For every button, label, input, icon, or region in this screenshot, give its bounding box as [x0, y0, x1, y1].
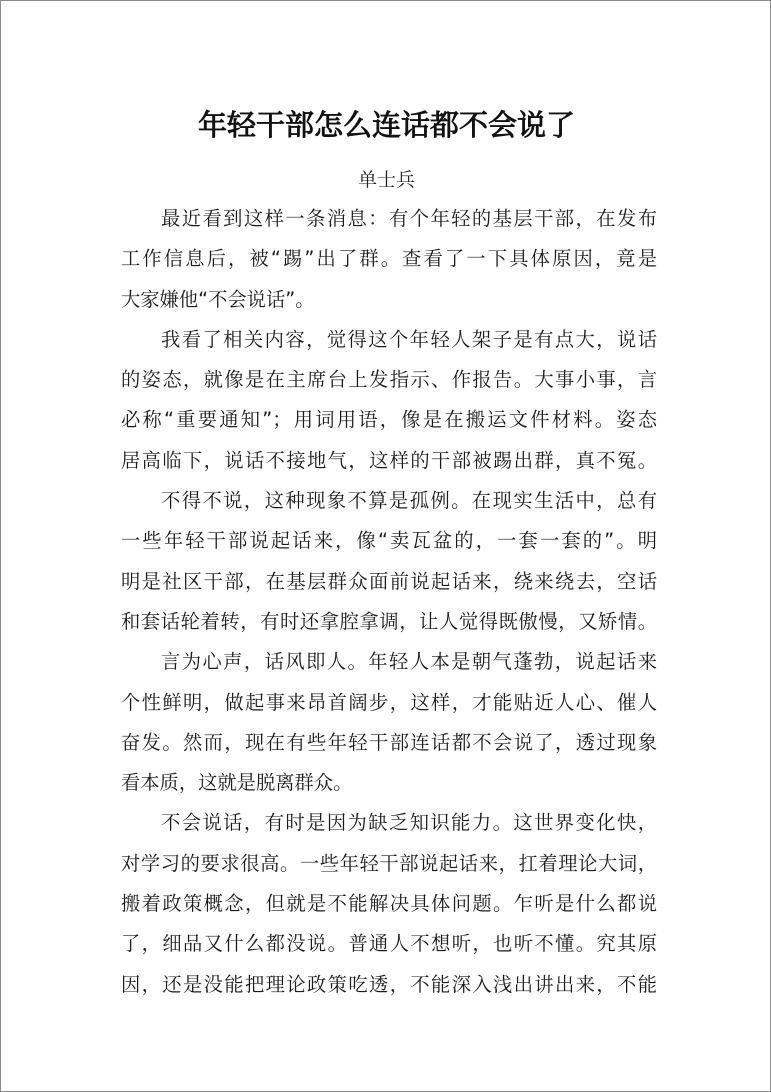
paragraph-2-line-4: 居高临下，说话不接地气，这样的干部被踢出群，真不冤。	[121, 448, 657, 472]
paragraph-3-line-1: 不得不说，这种现象不算是孤例。在现实生活中，总有	[161, 489, 657, 513]
paragraph-5-line-3: 搬着政策概念，但就是不能解决具体问题。乍听是什么都说	[121, 892, 657, 916]
paragraph-5-line-4: 了，细品又什么都没说。普通人不想听，也听不懂。究其原	[121, 932, 657, 956]
paragraph-3-line-3: 明是社区干部，在基层群众面前说起话来，绕来绕去，空话	[121, 569, 657, 593]
author-name: 单士兵	[357, 169, 415, 191]
paragraph-1-line-2: 工作信息后，被“踢”出了群。查看了一下具体原因，竟是	[121, 247, 657, 271]
paragraph-2-line-1: 我看了相关内容，觉得这个年轻人架子是有点大，说话	[161, 327, 657, 351]
document-title: 年轻干部怎么连话都不会说了	[197, 108, 575, 142]
article-body	[121, 199, 657, 1005]
paragraph-1-line-3: 大家嫌他“不会说话”。	[121, 287, 315, 311]
paragraph-2-line-2: 的姿态，就像是在主席台上发指示、作报告。大事小事，言	[121, 368, 657, 392]
paragraph-5-line-1: 不会说话，有时是因为缺乏知识能力。这世界变化快，	[161, 811, 657, 835]
paragraph-2-line-3: 必称“重要通知”；用词用语，像是在搬运文件材料。姿态	[121, 408, 657, 432]
paragraph-1-line-1: 最近看到这样一条消息：有个年轻的基层干部，在发布	[161, 207, 657, 230]
paragraph-5-line-2: 对学习的要求很高。一些年轻干部说起话来，扛着理论大词，	[121, 851, 657, 875]
paragraph-4-line-1: 言为心声，话风即人。年轻人本是朝气蓬勃，说起话来	[161, 650, 657, 674]
paragraph-4-line-2: 个性鲜明，做起事来昂首阔步，这样，才能贴近人心、催人	[121, 690, 657, 714]
paragraph-5-line-5: 因，还是没能把理论政策吃透，不能深入浅出讲出来，不能	[121, 972, 657, 996]
paragraph-3-line-2: 一些年轻干部说起话来，像“卖瓦盆的，一套一套的”。明	[121, 529, 657, 553]
paragraph-3-line-4: 和套话轮着转，有时还拿腔拿调，让人觉得既傲慢，又矫情。	[121, 609, 657, 633]
paragraph-4-line-3: 奋发。然而，现在有些年轻干部连话都不会说了，透过现象	[121, 730, 657, 754]
paragraph-4-line-4: 看本质，这就是脱离群众。	[121, 771, 353, 795]
